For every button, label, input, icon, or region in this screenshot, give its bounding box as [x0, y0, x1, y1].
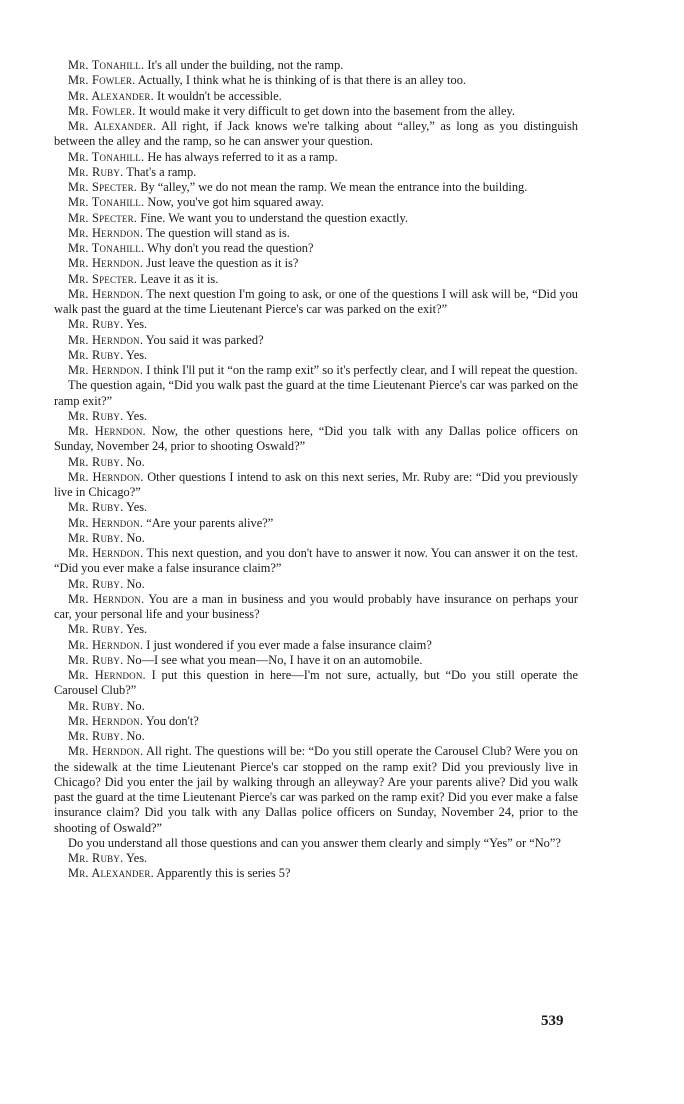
transcript-paragraph [54, 409, 578, 424]
speech-text: Yes. [123, 347, 148, 362]
speech-text: By “alley,” we do not mean the ramp. We mean the entrance into the building. [137, 180, 528, 194]
speech-text: Yes. [123, 317, 148, 332]
transcript-paragraph [54, 195, 578, 210]
speech-text: This next question, and you don't have to answer it now. You can answer it on the test. “Did you ever make a false insurance claim?” [54, 546, 578, 576]
transcript-paragraph [54, 256, 578, 271]
speech-text: Leave it as it is. [137, 271, 219, 286]
transcript-paragraph [54, 851, 578, 866]
speaker-name: Mr. Ruby. [68, 500, 124, 515]
transcript-paragraph [54, 653, 578, 668]
transcript-paragraph [54, 272, 578, 287]
speaker-name: Mr. Ruby. [68, 652, 124, 667]
speech-text: You don't? [143, 713, 199, 728]
speech-text: I just wondered if you ever made a false insurance claim? [143, 637, 432, 652]
speaker-name: Mr. Herndon. [68, 546, 144, 560]
speaker-name: Mr. Ruby. [68, 347, 124, 362]
speaker-name: Mr. Alexander. [68, 866, 154, 881]
transcript-paragraph [54, 241, 578, 256]
speaker-name: Mr. Specter. [68, 271, 138, 286]
speech-text: The question will stand as is. [143, 225, 290, 240]
transcript-paragraph [54, 546, 578, 577]
speech-text: Yes. [123, 500, 148, 515]
transcript-paragraph [54, 378, 578, 409]
speaker-name: Mr. Ruby. [68, 317, 124, 332]
transcript-paragraph [54, 729, 578, 744]
speech-text: The next question I'm going to ask, or one of the questions I will ask will be, “Did you walk past the guard at the time Lieutenant Pierce's car was parked on the exit?” [54, 286, 578, 316]
speaker-name: Mr. Alexander. [68, 88, 154, 103]
transcript-paragraph [54, 500, 578, 515]
transcript-paragraph [54, 455, 578, 470]
speaker-name: Mr. Herndon. [68, 286, 144, 301]
speech-text: Yes. [123, 851, 148, 865]
speech-text: Fine. We want you to understand the question exactly. [137, 210, 408, 225]
transcript-paragraph [54, 866, 578, 881]
speech-text: No. [123, 729, 145, 743]
transcript-paragraph [54, 333, 578, 348]
transcript-paragraph [54, 516, 578, 531]
speaker-name: Mr. Herndon. [68, 515, 144, 530]
transcript-paragraph [54, 73, 578, 88]
speaker-name: Mr. Ruby. [68, 454, 124, 469]
speaker-name: Mr. Fowler. [68, 103, 136, 118]
speech-text: That's a ramp. [123, 164, 197, 179]
speech-text: You are a man in business and you would probably have insurance on perhaps your car, your personal life and your business? [54, 591, 578, 621]
page-number: 539 [541, 1013, 564, 1029]
speech-text: No. [123, 698, 145, 713]
speech-text: All right, if Jack knows we're talking about “alley,” as long as you distinguish between the alley and the ramp, so he can answer your question. [54, 119, 578, 149]
speech-text: Do you understand all those questions and can you answer them clearly and simply “Yes” or “No”? [68, 835, 561, 850]
speaker-name: Mr. Herndon. [68, 424, 146, 438]
transcript-paragraph [54, 622, 578, 637]
speech-text: “Are your parents alive?” [143, 515, 274, 530]
speech-text: Now, you've got him squared away. [144, 195, 324, 210]
transcript-paragraph [54, 348, 578, 363]
speaker-name: Mr. Ruby. [68, 729, 124, 743]
speech-text: Just leave the question as it is? [143, 256, 299, 271]
transcript-paragraph [54, 180, 578, 195]
speech-text: No. [123, 454, 145, 469]
speech-text: I put this question in here—I'm not sure, actually, but “Do you still operate the Carousel Club?” [54, 668, 578, 698]
speaker-name: Mr. Herndon. [68, 637, 144, 652]
speech-text: All right. The questions will be: “Do you still operate the Carousel Club? Were you on the sidewalk at the time Lieutenant Pierce's car stopped on the ramp exit? Did you previously live in Chicago? Did you enter the jail by walking through an alleyway? Are your parents alive? Did you walk past the guard at the time Lieutenant Pierce's car was parked on the ramp exit? Did you ever make a false insurance claim? Did you talk with any Dallas police officers on Sunday, November 24, prior to the shooting of Oswald?” [54, 744, 578, 835]
speaker-name: Mr. Ruby. [68, 851, 124, 865]
transcript-paragraph [54, 150, 578, 165]
speaker-name: Mr. Herndon. [68, 668, 146, 682]
speaker-name: Mr. Herndon. [68, 469, 144, 484]
speaker-name: Mr. Herndon. [68, 744, 144, 759]
speaker-name: Mr. Specter. [68, 180, 138, 194]
speaker-name: Mr. Ruby. [68, 576, 124, 591]
transcript-paragraph [54, 836, 578, 851]
speech-text: He has always referred to it as a ramp. [144, 149, 338, 164]
speaker-name: Mr. Herndon. [68, 256, 144, 271]
transcript-paragraph [54, 638, 578, 653]
transcript-paragraph [54, 699, 578, 714]
speaker-name: Mr. Ruby. [68, 408, 124, 423]
speaker-name: Mr. Herndon. [68, 363, 144, 377]
transcript-paragraph [54, 592, 578, 623]
transcript-paragraph [54, 317, 578, 332]
speaker-name: Mr. Fowler. [68, 73, 136, 88]
speech-text: Other questions I intend to ask on this next series, Mr. Ruby are: “Did you previously live in Chicago?” [54, 469, 578, 499]
transcript-paragraph [54, 531, 578, 546]
transcript-paragraph [54, 470, 578, 501]
speaker-name: Mr. Ruby. [68, 622, 124, 637]
speech-text: Now, the other questions here, “Did you talk with any Dallas police officers on Sunday, November 24, prior to shooting Oswald?” [54, 424, 578, 454]
speech-text: No. [123, 576, 145, 591]
transcript-paragraph [54, 287, 578, 318]
speech-text: You said it was parked? [143, 332, 264, 347]
speaker-name: Mr. Herndon. [68, 713, 144, 728]
speech-text: It's all under the building, not the ramp. [144, 58, 344, 72]
speech-text: Yes. [123, 408, 148, 423]
transcript-paragraph [54, 424, 578, 455]
speech-text: The question again, “Did you walk past the guard at the time Lieutenant Pierce's car was parked on the ramp exit?” [54, 378, 578, 408]
transcript-paragraph [54, 363, 578, 378]
speaker-name: Mr. Ruby. [68, 698, 124, 713]
speaker-name: Mr. Ruby. [68, 530, 124, 545]
transcript-body [54, 58, 578, 882]
transcript-paragraph [54, 89, 578, 104]
speech-text: It would make it very difficult to get down into the basement from the alley. [135, 103, 515, 118]
speech-text: Why don't you read the question? [144, 241, 314, 255]
transcript-paragraph [54, 119, 578, 150]
transcript-paragraph [54, 104, 578, 119]
transcript-paragraph [54, 668, 578, 699]
speech-text: No—I see what you mean—No, I have it on an automobile. [123, 652, 423, 667]
speaker-name: Mr. Herndon. [68, 225, 144, 240]
speech-text: Apparently this is series 5? [153, 866, 291, 881]
speaker-name: Mr. Specter. [68, 210, 138, 225]
speech-text: Yes. [123, 622, 148, 637]
speaker-name: Mr. Alexander. [68, 119, 157, 133]
speech-text: I think I'll put it “on the ramp exit” so it's perfectly clear, and I will repeat the question. [143, 363, 578, 377]
transcript-paragraph [54, 714, 578, 729]
speech-text: No. [123, 530, 145, 545]
speaker-name: Mr. Tonahill. [68, 195, 145, 210]
transcript-paragraph [54, 211, 578, 226]
speaker-name: Mr. Tonahill. [68, 241, 145, 255]
transcript-paragraph [54, 226, 578, 241]
transcript-paragraph [54, 165, 578, 180]
transcript-paragraph [54, 58, 578, 73]
speaker-name: Mr. Herndon. [68, 332, 144, 347]
speaker-name: Mr. Herndon. [68, 591, 145, 606]
speaker-name: Mr. Ruby. [68, 164, 124, 179]
transcript-paragraph [54, 577, 578, 592]
speaker-name: Mr. Tonahill. [68, 58, 145, 72]
speech-text: Actually, I think what he is thinking of is that there is an alley too. [135, 73, 466, 88]
speech-text: It wouldn't be accessible. [153, 88, 282, 103]
transcript-paragraph [54, 744, 578, 836]
speaker-name: Mr. Tonahill. [68, 149, 145, 164]
